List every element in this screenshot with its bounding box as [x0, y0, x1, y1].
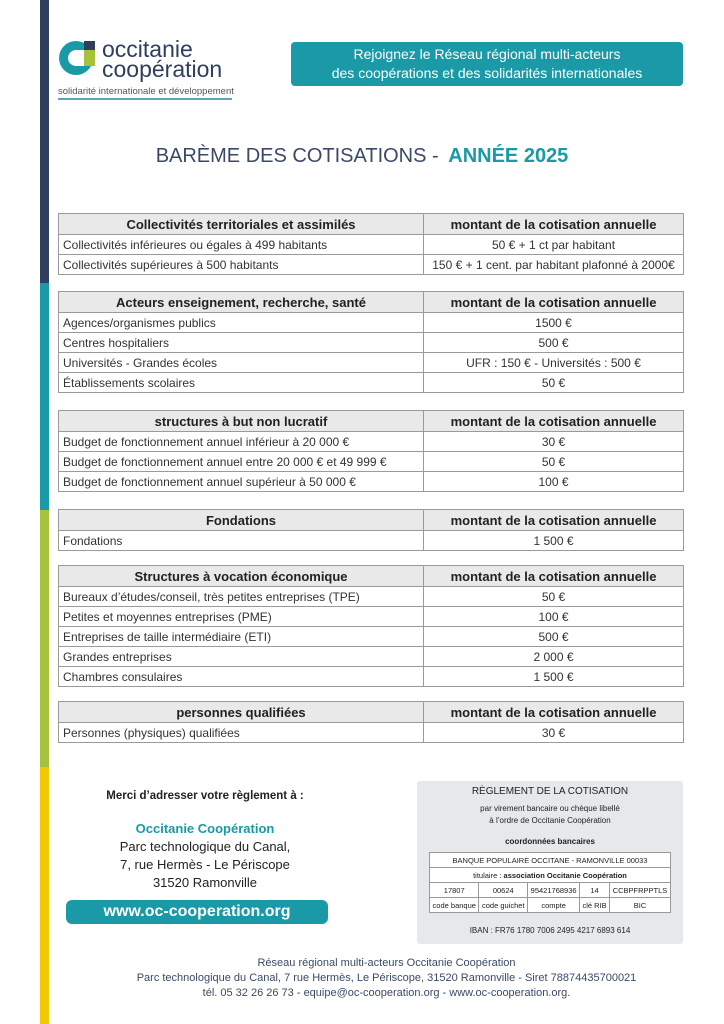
row-amount: 50 € — [424, 373, 684, 393]
fee-table-non-lucratif — [58, 410, 684, 492]
rib-bic: CCBPFRPPTLS — [609, 883, 670, 898]
row-amount: 50 € + 1 ct par habitant — [424, 235, 684, 255]
table-row — [59, 373, 684, 393]
row-amount: 100 € — [424, 472, 684, 492]
table-row — [59, 472, 684, 492]
table-header-row — [59, 702, 684, 723]
rib-labels-row — [430, 898, 671, 913]
row-label: Établissements scolaires — [59, 373, 424, 393]
row-amount: 500 € — [424, 333, 684, 353]
table-category-header: Fondations — [59, 510, 424, 531]
rib-label-code-banque: code banque — [430, 898, 479, 913]
row-label: Centres hospitaliers — [59, 333, 424, 353]
rib-iban: IBAN : FR76 1780 7006 2495 4217 6893 614 — [469, 926, 631, 935]
table-category-header: structures à but non lucratif — [59, 411, 424, 432]
table-row — [59, 333, 684, 353]
row-amount: 30 € — [424, 432, 684, 452]
fee-table-enseignement — [58, 291, 684, 393]
address-line1: Parc technologique du Canal, — [119, 839, 291, 854]
payment-address — [70, 820, 340, 892]
table-amount-header: montant de la cotisation annuelle — [424, 411, 684, 432]
page-footer — [49, 956, 724, 1001]
table-row — [59, 723, 684, 743]
row-label: Petites et moyennes entreprises (PME) — [59, 607, 424, 627]
logo-line1: occitanie — [102, 36, 193, 62]
rib-line1: par virement bancaire ou chèque libellé — [480, 804, 620, 813]
row-label: Chambres consulaires — [59, 667, 424, 687]
rib-holder: association Occitanie Coopération — [503, 870, 627, 880]
table-row — [59, 235, 684, 255]
table-category-header: personnes qualifiées — [59, 702, 424, 723]
fee-table-economique — [58, 565, 684, 687]
rib-code-banque: 17807 — [430, 883, 479, 898]
row-label: Collectivités supérieures à 500 habitants — [59, 255, 424, 275]
fee-table-collectivites — [58, 213, 684, 275]
row-label: Budget de fonctionnement annuel entre 20 000 € et 49 999 € — [59, 452, 424, 472]
table-header-row — [59, 566, 684, 587]
rib-holder-row — [430, 868, 671, 883]
table-category-header: Acteurs enseignement, recherche, santé — [59, 292, 424, 313]
rib-title: RÈGLEMENT DE LA COTISATION — [471, 786, 629, 797]
rib-table — [429, 852, 671, 913]
row-amount: 100 € — [424, 607, 684, 627]
title-year: ANNÉE 2025 — [448, 145, 569, 167]
rib-instructions — [417, 803, 683, 827]
footer-line2: Parc technologique du Canal, 7 rue Hermès, Le Périscope, 31520 Ramonville - Siret 78874435700021 — [136, 972, 637, 984]
fee-table-fondations — [58, 509, 684, 551]
website-link[interactable]: www.oc-cooperation.org — [66, 900, 328, 924]
row-amount: 50 € — [424, 587, 684, 607]
row-label: Grandes entreprises — [59, 647, 424, 667]
table-header-row — [59, 292, 684, 313]
rib-code-guichet: 00624 — [479, 883, 528, 898]
table-amount-header: montant de la cotisation annuelle — [424, 566, 684, 587]
sidebar-segment-green — [40, 510, 49, 767]
page-title — [0, 145, 724, 168]
rib-values-row — [430, 883, 671, 898]
row-label: Budget de fonctionnement annuel supérieur à 50 000 € — [59, 472, 424, 492]
table-row — [59, 647, 684, 667]
row-label: Agences/organismes publics — [59, 313, 424, 333]
address-line3: 31520 Ramonville — [152, 875, 258, 890]
table-row — [59, 313, 684, 333]
row-amount: 1 500 € — [424, 667, 684, 687]
logo-line2: coopération — [102, 56, 223, 82]
logo-mark-icon — [58, 38, 98, 78]
rib-compte: 95421768936 — [528, 883, 580, 898]
row-amount: 50 € — [424, 452, 684, 472]
rib-label-bic: BIC — [609, 898, 670, 913]
banner-line1: Rejoignez le Réseau régional multi-acteurs — [353, 46, 621, 62]
footer-line1: Réseau régional multi-acteurs Occitanie Coopération — [257, 957, 516, 969]
row-amount: 1500 € — [424, 313, 684, 333]
table-category-header: Collectivités territoriales et assimilés — [59, 214, 424, 235]
row-amount: 150 € + 1 cent. par habitant plafonné à 2000€ — [424, 255, 684, 275]
table-row — [59, 627, 684, 647]
sidebar-segment-yellow — [40, 767, 49, 1024]
table-row — [59, 667, 684, 687]
row-amount: UFR : 150 € - Universités : 500 € — [424, 353, 684, 373]
rib-label-code-guichet: code guichet — [479, 898, 528, 913]
row-label: Budget de fonctionnement annuel inférieur à 20 000 € — [59, 432, 424, 452]
banner-line2: des coopérations et des solidarités internationales — [331, 65, 643, 81]
table-category-header: Structures à vocation économique — [59, 566, 424, 587]
row-label: Bureaux d’études/conseil, très petites entreprises (TPE) — [59, 587, 424, 607]
row-amount: 2 000 € — [424, 647, 684, 667]
sidebar-segment-teal — [40, 283, 49, 510]
table-header-row — [59, 510, 684, 531]
rib-bank-row — [430, 853, 671, 868]
rib-section-title: coordonnées bancaires — [505, 837, 595, 846]
table-row — [59, 255, 684, 275]
header-banner — [291, 42, 683, 86]
rib-holder-label: titulaire : — [473, 870, 502, 880]
rib-label-compte: compte — [528, 898, 580, 913]
table-amount-header: montant de la cotisation annuelle — [424, 214, 684, 235]
table-row — [59, 531, 684, 551]
address-line2: 7, rue Hermès - Le Périscope — [120, 857, 290, 872]
rib-label-cle: clé RIB — [580, 898, 610, 913]
logo-tagline: solidarité internationale et développement — [58, 86, 234, 97]
row-amount: 30 € — [424, 723, 684, 743]
table-amount-header: montant de la cotisation annuelle — [424, 292, 684, 313]
table-row — [59, 452, 684, 472]
row-amount: 1 500 € — [424, 531, 684, 551]
table-header-row — [59, 214, 684, 235]
sidebar-segment-navy — [40, 0, 49, 283]
logo-underline — [58, 98, 232, 100]
row-label: Entreprises de taille intermédiaire (ETI) — [59, 627, 424, 647]
table-row — [59, 353, 684, 373]
bank-details-box — [417, 781, 683, 944]
footer-line3: tél. 05 32 26 26 73 - equipe@oc-cooperation.org - www.oc-cooperation.org. — [202, 987, 571, 999]
row-label: Personnes (physiques) qualifiées — [59, 723, 424, 743]
row-amount: 500 € — [424, 627, 684, 647]
fee-table-personnes-qualifiees — [58, 701, 684, 743]
title-main: BARÈME DES COTISATIONS - — [155, 145, 439, 167]
rib-line2: à l’ordre de Occitanie Coopération — [489, 816, 611, 825]
table-row — [59, 607, 684, 627]
rib-cle: 14 — [580, 883, 610, 898]
table-header-row — [59, 411, 684, 432]
row-label: Collectivités inférieures ou égales à 499 habitants — [59, 235, 424, 255]
rib-holder-cell — [430, 868, 671, 883]
row-label: Fondations — [59, 531, 424, 551]
payment-intro: Merci d’adresser votre règlement à : — [106, 790, 304, 802]
address-org: Occitanie Coopération — [135, 821, 275, 836]
row-label: Universités - Grandes écoles — [59, 353, 424, 373]
table-row — [59, 587, 684, 607]
rib-bank-name: BANQUE POPULAIRE OCCITANE - RAMONVILLE 00033 — [430, 853, 671, 868]
table-amount-header: montant de la cotisation annuelle — [424, 702, 684, 723]
table-amount-header: montant de la cotisation annuelle — [424, 510, 684, 531]
table-row — [59, 432, 684, 452]
